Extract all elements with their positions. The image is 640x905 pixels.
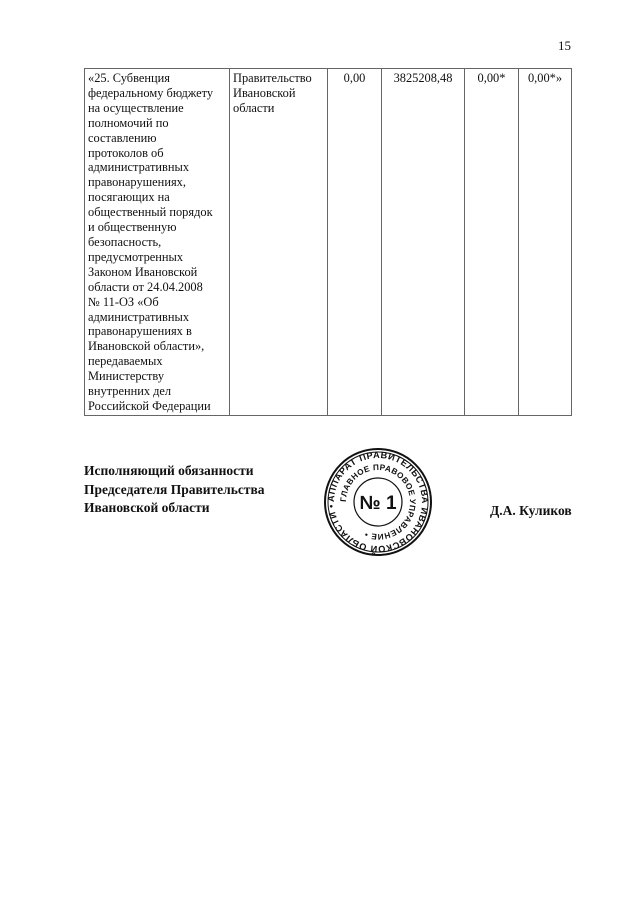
page-number: 15: [558, 38, 571, 53]
administrator-line: Ивановской: [233, 85, 296, 100]
administrator-cell: [230, 69, 328, 416]
description-line: общественный порядок: [88, 205, 213, 220]
description-line: Ивановской области»,: [88, 339, 205, 354]
description-line: безопасность,: [88, 234, 162, 249]
description-line: правонарушениях,: [88, 175, 186, 190]
position-line: Председателя Правительства: [84, 481, 265, 497]
position-line: Исполняющий обязанности: [84, 463, 254, 478]
description-line: Министерству: [88, 369, 165, 384]
administrator-line: Правительство: [233, 71, 312, 85]
description-line: административных: [88, 309, 190, 324]
description-line: административных: [88, 160, 190, 175]
signatory-name: Д.А. Куликов: [490, 503, 572, 518]
administrator-line: области: [233, 100, 275, 115]
value-cell-1: 0,00: [328, 69, 382, 416]
position-line: Ивановской области: [84, 500, 210, 515]
seal-outer-text: АППАРАТ ПРАВИТЕЛЬСТВА ИВАНОВСКОЙ ОБЛАСТИ •: [325, 449, 431, 555]
description-line: правонарушениях в: [88, 324, 192, 339]
description-cell: [85, 69, 230, 416]
budget-table: [84, 68, 572, 416]
description-line: федеральному бюджету: [88, 85, 214, 100]
description-line: составлению: [88, 130, 157, 145]
value-cell-3: 0,00*: [465, 69, 519, 416]
description-line: и общественную: [88, 220, 177, 235]
value-cell-4: 0,00*»: [519, 69, 572, 416]
description-line: области от 24.04.2008: [88, 279, 203, 294]
description-line: полномочий по: [88, 115, 169, 130]
description-line: предусмотренных: [88, 249, 184, 264]
description-line: Российской Федерации: [88, 398, 211, 413]
description-line: Законом Ивановской: [88, 264, 198, 279]
value-cell-2: 3825208,48: [382, 69, 465, 416]
signatory-position: [84, 462, 265, 518]
official-seal: [322, 446, 434, 558]
table-row: [85, 69, 572, 416]
description-line: посягающих на: [88, 190, 170, 205]
seal-center-text: № 1: [359, 493, 397, 514]
description-line: на осуществление: [88, 100, 184, 115]
description-line: «25. Субвенция: [88, 71, 170, 85]
seal-inner-text: ГЛАВНОЕ ПРАВОВОЕ УПРАВЛЕНИЕ •: [338, 462, 418, 542]
description-line: протоколов об: [88, 145, 164, 160]
description-line: № 11-ОЗ «Об: [88, 294, 159, 309]
description-line: внутренних дел: [88, 384, 172, 399]
description-line: передаваемых: [88, 354, 163, 369]
